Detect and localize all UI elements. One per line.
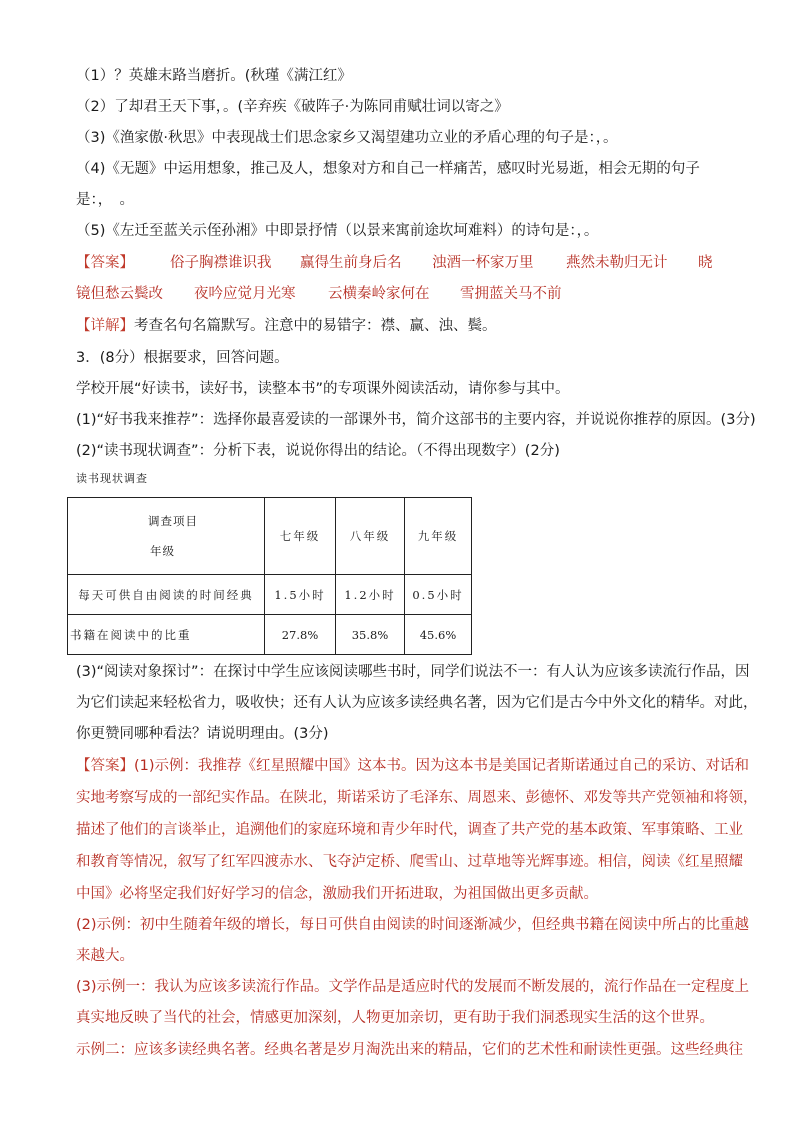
- q3-answer-1-line-2: 实地考察写成的一部纪实作品。在陕北，斯诺采访了毛泽东、周恩来、彭德怀、邓发等共产党领袖和将领，: [76, 790, 758, 806]
- answer-phrase: 夜吟应觉月光寒: [194, 286, 296, 302]
- q3-sub2: (2)“读书现状调查”：分析下表，说说你得出的结论。（不得出现数字）(2分): [76, 443, 560, 459]
- q3-answer-1-line-1: [76, 756, 749, 776]
- answer-phrase: 晓: [698, 255, 713, 271]
- answer-phrase: 俗子胸襟谁识我: [170, 255, 272, 271]
- q3-answer-3-line-2: 真实地反映了当代的社会，情感更加深刻，人物更加亲切，更有助于我们洞悉现实生活的这个世界。: [76, 1010, 714, 1026]
- q3-answer-1-line-5: 中国》必将坚定我们好好学习的信念，激励我们开拓进取，为祖国做出更多贡献。: [76, 886, 598, 902]
- table-cell: 1.2小时: [336, 575, 405, 615]
- q2-item-3: （3)《渔家傲·秋思》中表现战士们思念家乡又渴望建功立业的矛盾心理的句子是：，。: [76, 130, 618, 146]
- q3-intro: 学校开展“好读书，读好书，读整本书”的专项课外阅读活动，请你参与其中。: [76, 381, 570, 397]
- answer-phrase: 云横秦岭家何在: [328, 286, 430, 302]
- table-row: [68, 615, 472, 655]
- q3-header: 3．(8分）根据要求，回答问题。: [76, 350, 289, 366]
- table-cell: 27.8%: [265, 615, 336, 655]
- answer-text: (1)示例：我推荐《红星照耀中国》这本书。因为这本书是美国记者斯诺通过自己的采访、对话和: [134, 758, 750, 774]
- q2-item-5: （5)《左迁至蓝关示侄孙湘》中即景抒情（以景来寓前途坎坷难料）的诗句是：，。: [76, 223, 599, 239]
- table-header-row: [68, 498, 472, 575]
- table-cell: 45.6%: [405, 615, 472, 655]
- q3-answer-1-line-3: 描述了他们的言谈举止，追溯他们的家庭环境和青少年时代，调查了共产党的基本政策、军事策略、工业: [76, 822, 743, 838]
- table-title: 读书现状调查: [76, 472, 148, 485]
- header-grade-label: 年级: [150, 544, 175, 558]
- detail-label: 【详解】: [76, 318, 134, 334]
- q2-item-4: （4)《无题》中运用想象，推己及人，想象对方和自己一样痛苦，感叹时光易逝，相会无期的句子: [76, 161, 700, 177]
- survey-table: [67, 497, 472, 655]
- q3-sub3-line-1: (3)“阅读对象探讨”：在探讨中学生应该阅读哪些书时，同学们说法不一：有人认为应该多读流行作品，因: [76, 664, 750, 680]
- answer-phrase: 赢得生前身后名: [300, 255, 402, 271]
- answer-label: 【答案】: [76, 255, 134, 271]
- table-cell: 0.5小时: [405, 575, 472, 615]
- answer-phrase: 镜但愁云鬓改: [76, 286, 163, 302]
- q2-answer-row-2: [76, 284, 716, 304]
- q2-detail: [76, 316, 497, 336]
- q3-sub3-line-3: 你更赞同哪种看法？请说明理由。(3分): [76, 726, 329, 742]
- row-label: 每天可供自由阅读的时间经典: [68, 575, 265, 615]
- q3-sub1: (1)“好书我来推荐”：选择你最喜爱读的一部课外书，简介这部书的主要内容，并说说你推荐的原因。(3分): [76, 412, 756, 428]
- q2-answer-row-1: [76, 253, 716, 273]
- grade-header: 七年级: [265, 498, 336, 575]
- table-cell: 35.8%: [336, 615, 405, 655]
- answer-phrase: 燕然未勒归无计: [566, 255, 668, 271]
- q3-answer-1-line-4: 和教育等情况，叙写了红军四渡赤水、飞夺泸定桥、爬雪山、过草地等光辉事迹。相信，阅读《红星照耀: [76, 854, 743, 870]
- row-label: 书籍在阅读中的比重: [68, 615, 265, 655]
- answer-phrase: 雪拥蓝关马不前: [460, 286, 562, 302]
- q3-answer-2-line-2: 来越大。: [76, 948, 134, 964]
- q2-item-4-cont: 是：， 。: [76, 192, 134, 208]
- q3-answer-2-line-1: (2)示例：初中生随着年级的增长，每日可供自由阅读的时间逐渐减少，但经典书籍在阅读中所占的比重越: [76, 917, 750, 933]
- answer-phrase: 浊酒一杯家万里: [432, 255, 534, 271]
- q3-answer-3-line-3: 示例二：应该多读经典名著。经典名著是岁月淘洗出来的精品，它们的艺术性和耐读性更强。这些经典往: [76, 1042, 743, 1058]
- table-cell: 1.5小时: [265, 575, 336, 615]
- table-row: [68, 575, 472, 615]
- grade-header: 九年级: [405, 498, 472, 575]
- table-corner-header: [68, 498, 265, 575]
- grade-header: 八年级: [336, 498, 405, 575]
- header-item-label: 调查项目: [148, 514, 198, 528]
- detail-text: 考查名句名篇默写。注意中的易错字：襟、赢、浊、鬓。: [134, 318, 497, 334]
- q2-item-1: （1）？英雄末路当磨折。(秋瑾《满江红》: [76, 68, 352, 84]
- q2-item-2: （2）了却君王天下事，。(辛弃疾《破阵子·为陈同甫赋壮词以寄之》: [76, 99, 509, 115]
- q3-sub3-line-2: 为它们读起来轻松省力，吸收快；还有人认为应该多读经典名著，因为它们是古今中外文化的精华。对此，: [76, 695, 758, 711]
- q3-answer-3-line-1: (3)示例一：我认为应该多读流行作品。文学作品是适应时代的发展而不断发展的，流行作品在一定程度上: [76, 979, 750, 995]
- answer-label: 【答案】: [76, 758, 134, 774]
